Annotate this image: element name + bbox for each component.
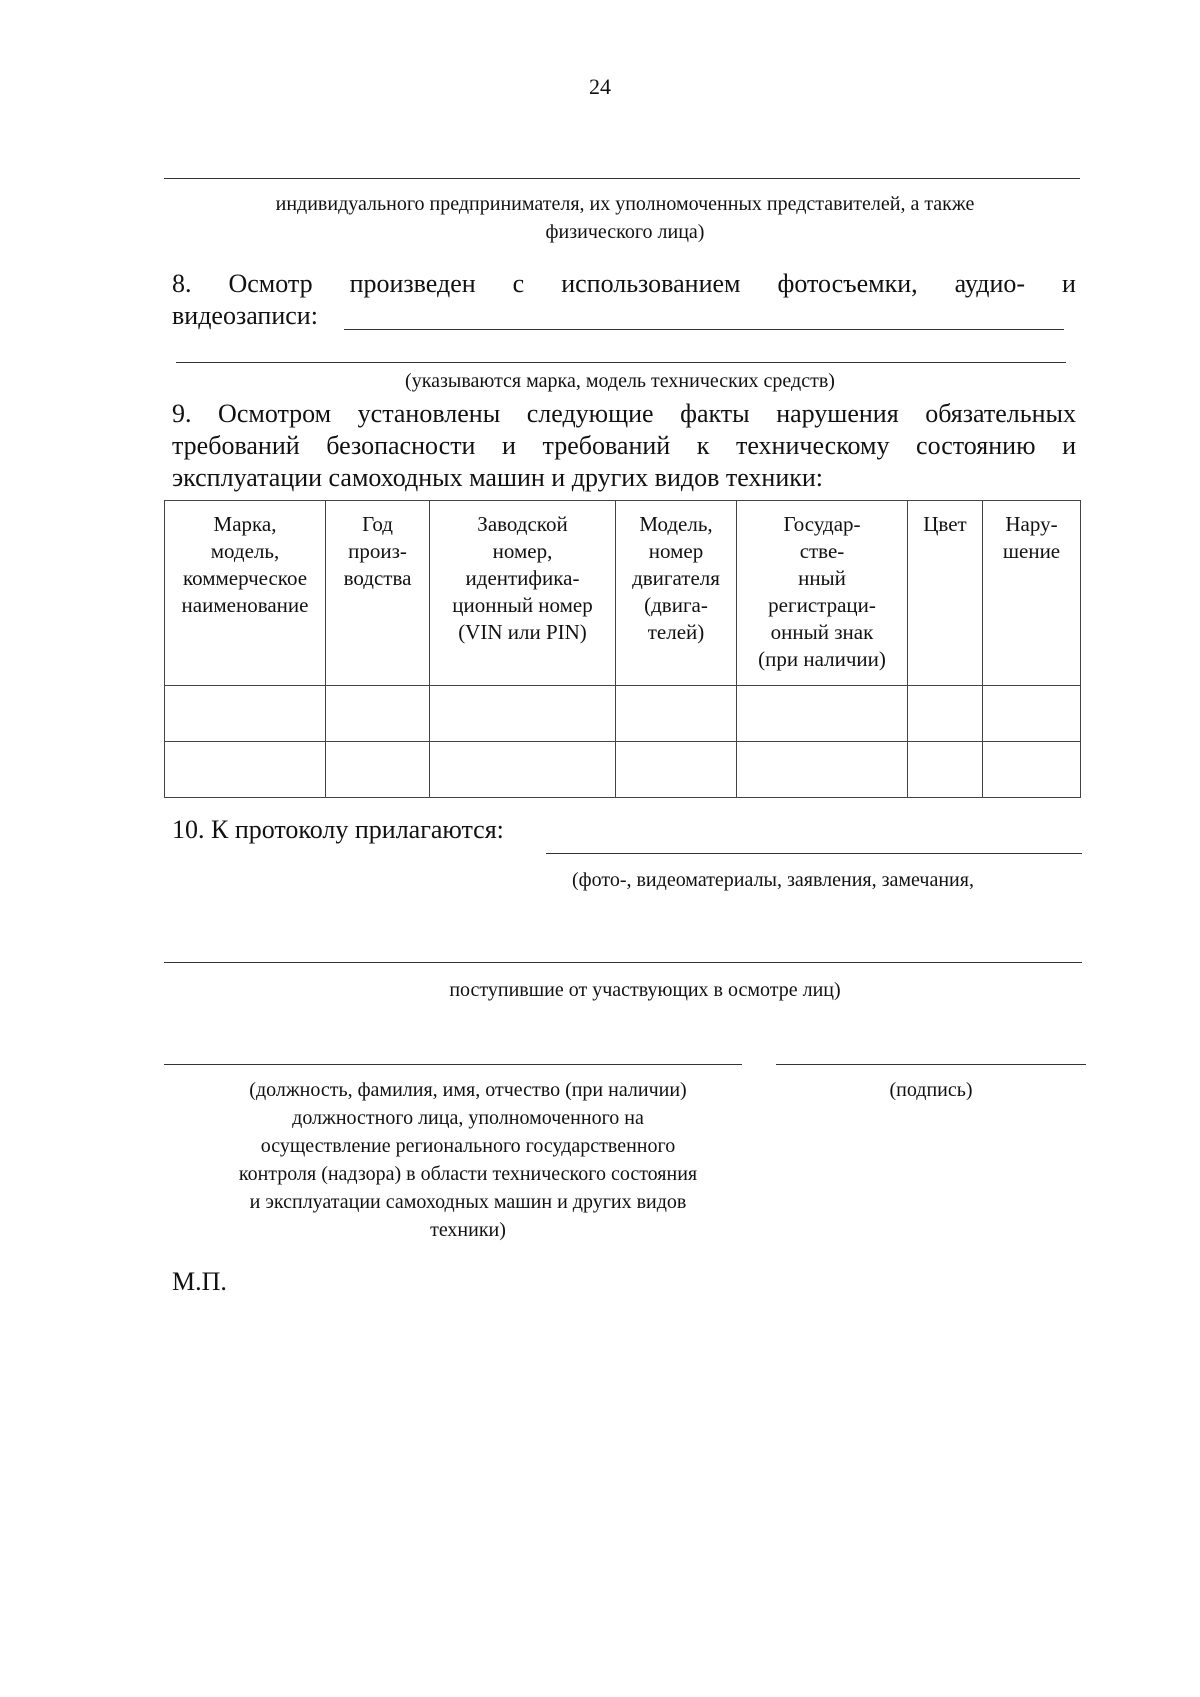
item8-caption: (указываются марка, модель технических средств) [405, 370, 835, 392]
item8-word: фотосъемки, [777, 269, 918, 298]
table-header-row [165, 501, 1081, 686]
official-name-line[interactable] [164, 1064, 742, 1065]
item9-line2: требований безопасности и требований к техническому состоянию и [172, 431, 1076, 460]
col-header-color: Цвет [908, 501, 983, 686]
item8-word: Осмотр [228, 269, 313, 298]
col-header-serial: Заводской номер, идентифика- ционный номер (VIN или PIN) [430, 501, 616, 686]
item10-caption2: поступившие от участвующих в осмотре лиц) [449, 979, 841, 1001]
table-cell[interactable] [326, 686, 430, 742]
col-header-violation: Нару- шение [983, 501, 1081, 686]
col-header-brand: Марка, модель, коммерческое наименование [165, 501, 326, 686]
item9-line1: 9. Осмотром установлены следующие факты нарушения обязательных [172, 399, 1076, 428]
item9-line3: эксплуатации самоходных машин и других видов техники: [172, 463, 824, 492]
item8-word: 8. [172, 269, 192, 298]
table-cell[interactable] [165, 686, 326, 742]
table-cell[interactable] [983, 742, 1081, 798]
top-caption-line1: индивидуального предпринимателя, их уполномоченных представителей, а также [275, 193, 975, 215]
item8-word: аудио- [954, 269, 1026, 298]
item8-word: произведен [349, 269, 476, 298]
item8-word: и [1062, 269, 1076, 298]
stamp-label: М.П. [172, 1267, 227, 1296]
table-cell[interactable] [908, 742, 983, 798]
table-cell[interactable] [737, 686, 908, 742]
table-row [165, 742, 1081, 798]
item8-fill-line-2[interactable] [176, 362, 1066, 363]
col-header-engine: Модель, номер двигателя (двига- телей) [616, 501, 737, 686]
page-number: 24 [589, 74, 611, 99]
item8-label: видеозаписи: [172, 301, 318, 330]
table-cell[interactable] [983, 686, 1081, 742]
signature-caption: (подпись) [889, 1079, 973, 1101]
top-caption-line2: физического лица) [545, 221, 705, 243]
table-row [165, 686, 1081, 742]
table-cell[interactable] [908, 686, 983, 742]
table-cell[interactable] [430, 686, 616, 742]
table-cell[interactable] [326, 742, 430, 798]
item10-label: 10. К протоколу прилагаются: [172, 815, 504, 844]
table-cell[interactable] [616, 742, 737, 798]
signature-line[interactable] [776, 1064, 1086, 1065]
item10-caption1: (фото-, видеоматериалы, заявления, замечания, [572, 869, 974, 891]
table-cell[interactable] [737, 742, 908, 798]
item8-fill-line[interactable] [344, 329, 1064, 330]
official-caption: (должность, фамилия, имя, отчество (при наличии) должностного лица, уполномоченного на осуществление регионального государственного контроля (надзора) в области технического состояния и эксплуатации самоходных машин и других видов техники) [238, 1079, 698, 1241]
table-cell[interactable] [430, 742, 616, 798]
item8-word: использованием [561, 269, 741, 298]
item10-fill-line[interactable] [546, 853, 1082, 854]
violations-table [164, 500, 1081, 798]
col-header-year: Год произ- водства [326, 501, 430, 686]
item8-line1 [172, 268, 1076, 300]
col-header-reg-plate: Государ- стве- нный регистраци- онный знак (при наличии) [737, 501, 908, 686]
item10-fill-line-2[interactable] [164, 962, 1082, 963]
table-cell[interactable] [165, 742, 326, 798]
item8-word: с [512, 269, 525, 298]
table-cell[interactable] [616, 686, 737, 742]
top-rule [164, 178, 1080, 179]
